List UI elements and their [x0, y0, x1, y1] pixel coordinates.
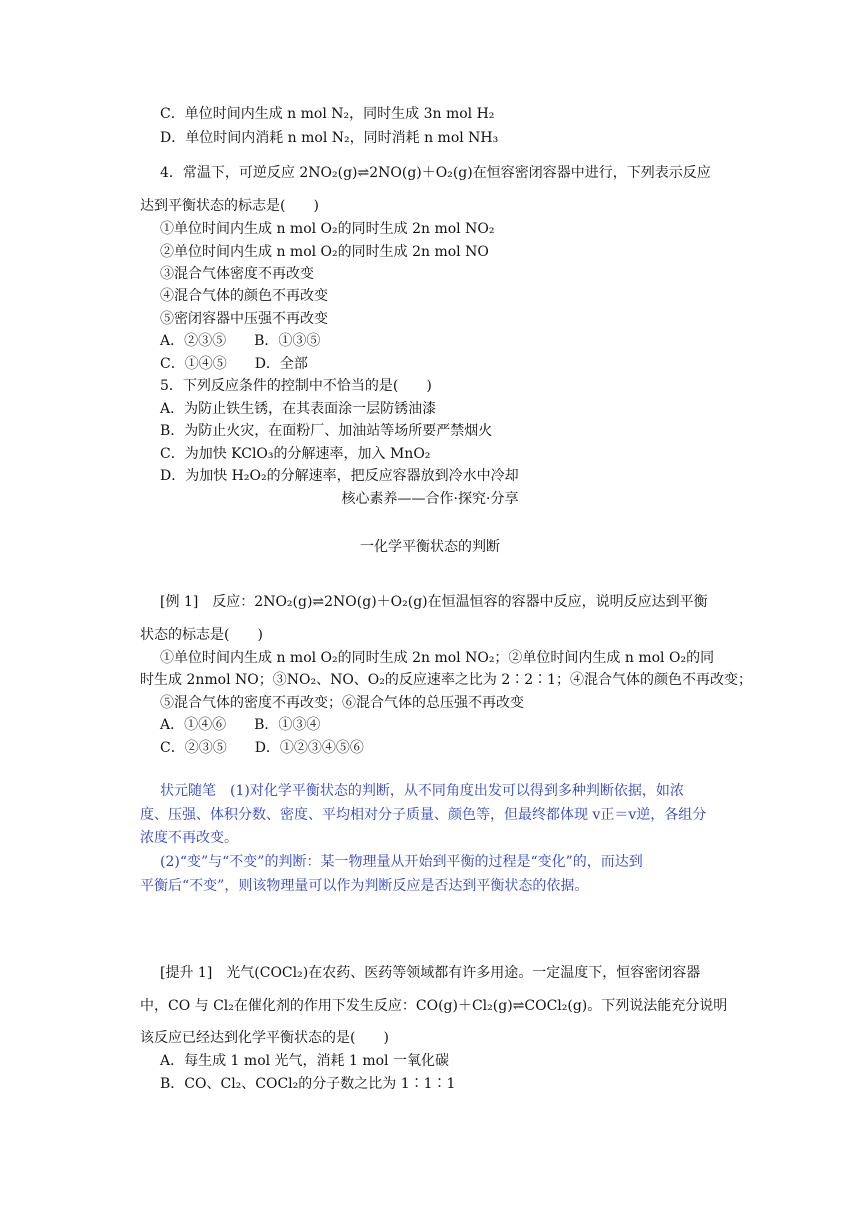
example1-line5: ⑤混合气体的密度不再改变；⑥混合气体的总压强不再改变 — [160, 695, 524, 711]
boost1-line2: 中，CO 与 Cl₂在催化剂的作用下发生反应：CO(g)＋Cl₂(g)⇌COCl₂(g)。下列说法能充分说明 — [140, 998, 728, 1014]
q5-option-b: B．为防止火灾，在面粉厂、加油站等场所要严禁烟火 — [160, 423, 493, 439]
q5-option-d: D．为加快 H₂O₂的分解速率，把反应容器放到冷水中冷却 — [160, 468, 519, 484]
q5-option-a: A．为防止铁生锈，在其表面涂一层防锈油漆 — [160, 401, 437, 417]
q4-item-2: ②单位时间内生成 n mol O₂的同时生成 2n mol NO — [160, 244, 489, 260]
section-title: 核心素养——合作·探究·分享 — [341, 491, 519, 507]
example1-line1: [例 1] 反应：2NO₂(g)⇌2NO(g)＋O₂(g)在恒温恒容的容器中反应，说明反应达到平衡 — [160, 594, 708, 610]
note-line5: 平衡后“不变”，则该物理量可以作为判断反应是否达到平衡状态的依据。 — [140, 878, 589, 894]
q4-options-row2: C．①④⑤ D．全部 — [160, 356, 308, 372]
example1-options-row2: C．②③⑤ D．①②③④⑤⑥ — [160, 740, 364, 756]
q3-option-d: D．单位时间内消耗 n mol N₂，同时消耗 n mol NH₃ — [160, 130, 499, 146]
boost1-line1: [提升 1] 光气(COCl₂)在农药、医药等领域都有许多用途。一定温度下，恒容密闭容器 — [160, 965, 701, 981]
example1-line3: ①单位时间内生成 n mol O₂的同时生成 2n mol NO₂；②单位时间内生成 n mol O₂的同 — [160, 650, 715, 666]
q5-stem: 5．下列反应条件的控制中不恰当的是( ) — [160, 378, 432, 394]
note-line2: 度、压强、体积分数、密度、平均相对分子质量、颜色等，但最终都体现 v正＝v逆，各组分 — [140, 807, 707, 823]
boost1-option-b: B．CO、Cl₂、COCl₂的分子数之比为 1∶1∶1 — [160, 1076, 456, 1092]
boost1-option-a: A．每生成 1 mol 光气，消耗 1 mol 一氧化碳 — [160, 1053, 449, 1069]
q4-stem-line1: 4．常温下，可逆反应 2NO₂(g)⇌2NO(g)＋O₂(g)在恒容密闭容器中进行，下列表示反应 — [160, 165, 711, 181]
q4-item-1: ①单位时间内生成 n mol O₂的同时生成 2n mol NO₂ — [160, 221, 495, 237]
q4-options-row1: A．②③⑤ B．①③⑤ — [160, 333, 321, 349]
note-line1: 状元随笔 (1)对化学平衡状态的判断，从不同角度出发可以得到多种判断依据，如浓 — [160, 783, 684, 799]
q5-option-c: C．为加快 KClO₃的分解速率，加入 MnO₂ — [160, 446, 431, 462]
q4-stem-line2: 达到平衡状态的标志是( ) — [140, 198, 319, 214]
example1-line4: 时生成 2nmol NO；③NO₂、NO、O₂的反应速率之比为 2∶2∶1；④混合气体的颜色不再改变； — [140, 672, 753, 688]
example1-options-row1: A．①④⑥ B．①③④ — [160, 717, 321, 733]
q3-option-c: C．单位时间内生成 n mol N₂，同时生成 3n mol H₂ — [160, 106, 495, 122]
boost1-line3: 该反应已经达到化学平衡状态的是( ) — [140, 1030, 389, 1046]
example1-line2: 状态的标志是( ) — [140, 627, 263, 643]
q4-item-5: ⑤密闭容器中压强不再改变 — [160, 311, 328, 327]
note-line3: 浓度不再改变。 — [140, 830, 238, 846]
q4-item-3: ③混合气体密度不再改变 — [160, 266, 314, 282]
subsection-title: 一化学平衡状态的判断 — [360, 539, 500, 555]
q4-item-4: ④混合气体的颜色不再改变 — [160, 288, 328, 304]
note-line4: (2)“变”与“不变”的判断：某一物理量从开始到平衡的过程是“变化”的，而达到 — [160, 854, 643, 870]
